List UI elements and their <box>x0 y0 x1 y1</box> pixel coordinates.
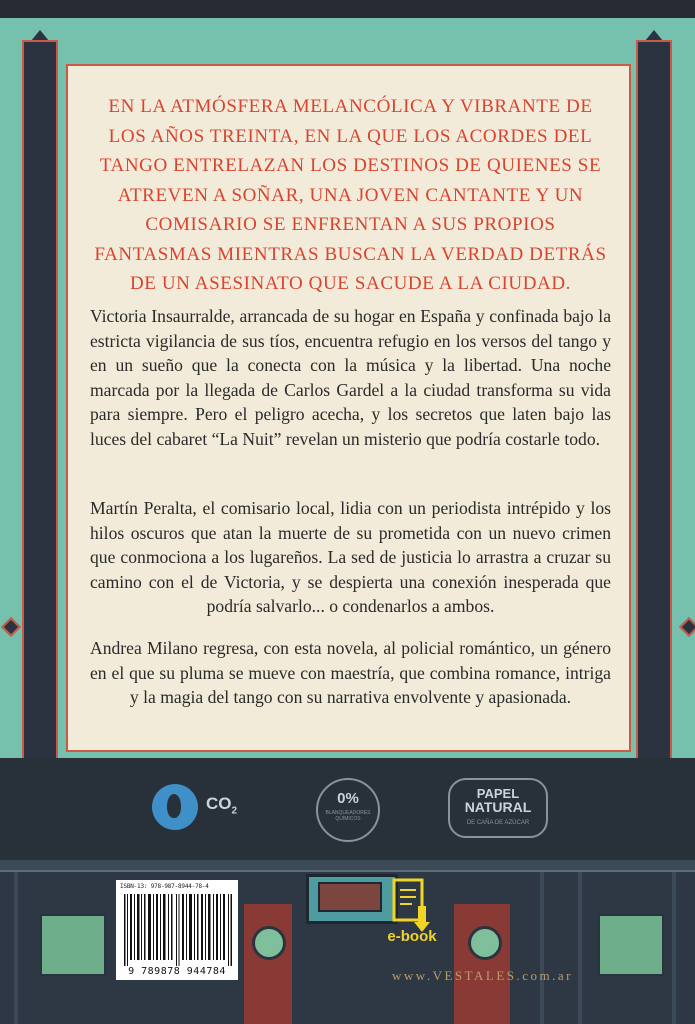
facade-rail <box>0 860 695 872</box>
isbn-number: 9 789878 944784 <box>128 966 226 977</box>
barcode <box>124 894 232 966</box>
green-panel-right <box>598 914 664 976</box>
right-pillar <box>636 40 672 760</box>
zero-bleach-badge <box>316 778 386 840</box>
round-window-2 <box>468 926 502 960</box>
isbn-text: ISBN-13: 978-987-8944-78-4 <box>120 883 209 890</box>
paper-subtext: DE CAÑA DE AZÚCAR <box>466 820 530 826</box>
facade-stripe <box>540 872 544 1024</box>
red-door-2 <box>454 904 510 1024</box>
green-panel-left <box>40 914 106 976</box>
tagline: EN LA ATMÓSFERA MELANCÓLICA Y VIBRANTE DE LOS AÑOS TREINTA, EN LA QUE LOS ACORDES DEL TANGO ENTRELAZAN LOS DESTINOS DE QUIENES SE ATREVEN A SOÑAR, UNA JOVEN CANTANTE Y UN COMISARIO SE ENFRENTAN A SUS PROPIOS FANTASMAS MIENTRAS BUSCAN LA VERDAD DETRÁS DE UN ASESINATO QUE SACUDE A LA CIUDAD. <box>94 96 607 294</box>
zero-percent: 0% <box>337 790 359 807</box>
round-window-1 <box>252 926 286 960</box>
paragraph-author: Andrea Milano regresa, con esta novela, al policial romántico, un género en el que su pluma se mueve con maestría, que combina romance, intriga y la magia del tango con su narrativa envolvente y apasionada. <box>90 638 611 707</box>
facade-stripe <box>14 872 18 1024</box>
natural-paper-badge <box>448 778 548 840</box>
publisher-website[interactable]: www.VESTALES.com.ar <box>392 968 574 983</box>
co2-label: CO <box>206 794 232 813</box>
facade-stripe <box>578 872 582 1024</box>
left-pillar <box>22 40 58 760</box>
co2-footprint-badge <box>152 778 252 840</box>
paragraph-victoria: Victoria Insaurralde, arrancada de su hogar en España y confinada bajo la estricta vigilancia de sus tíos, encuentra refugio en los versos del tango y en un sueño que la conecta con la música y la libertad. Una noche marcada por la llegada de Carlos Gardel a la ciudad transforma su vida para siempre. Pero el peligro acecha, y los secretos que laten bajo las luces del cabaret “La Nuit” revelan un misterio que podría costarle todo. <box>90 306 611 449</box>
top-band <box>0 0 695 18</box>
synopsis-panel <box>66 64 631 752</box>
sign-inner <box>318 882 382 912</box>
co2-subscript: 2 <box>231 805 238 817</box>
paragraph-martin: Martín Peralta, el comisario local, lidia con un periodista intrépido y los hilos oscuros que atan la muerte de su prometida con un nuevo crimen que conmociona a los lugareños. La sed de justicia lo arrastra a cruzar su camino con el de Victoria, y se despierta una conexión inesperada que podría salvarlo... o condenarlos a ambos. <box>90 498 611 616</box>
paper-label-1: PAPEL <box>476 786 520 801</box>
zero-subtext: BLANQUEADORES QUÍMICOS <box>325 810 371 822</box>
footprint-icon <box>152 784 198 830</box>
ebook-label: e-book <box>387 928 437 945</box>
red-door-1 <box>244 904 292 1024</box>
facade-stripe <box>672 872 676 1024</box>
paper-label-2: NATURAL <box>464 799 532 815</box>
